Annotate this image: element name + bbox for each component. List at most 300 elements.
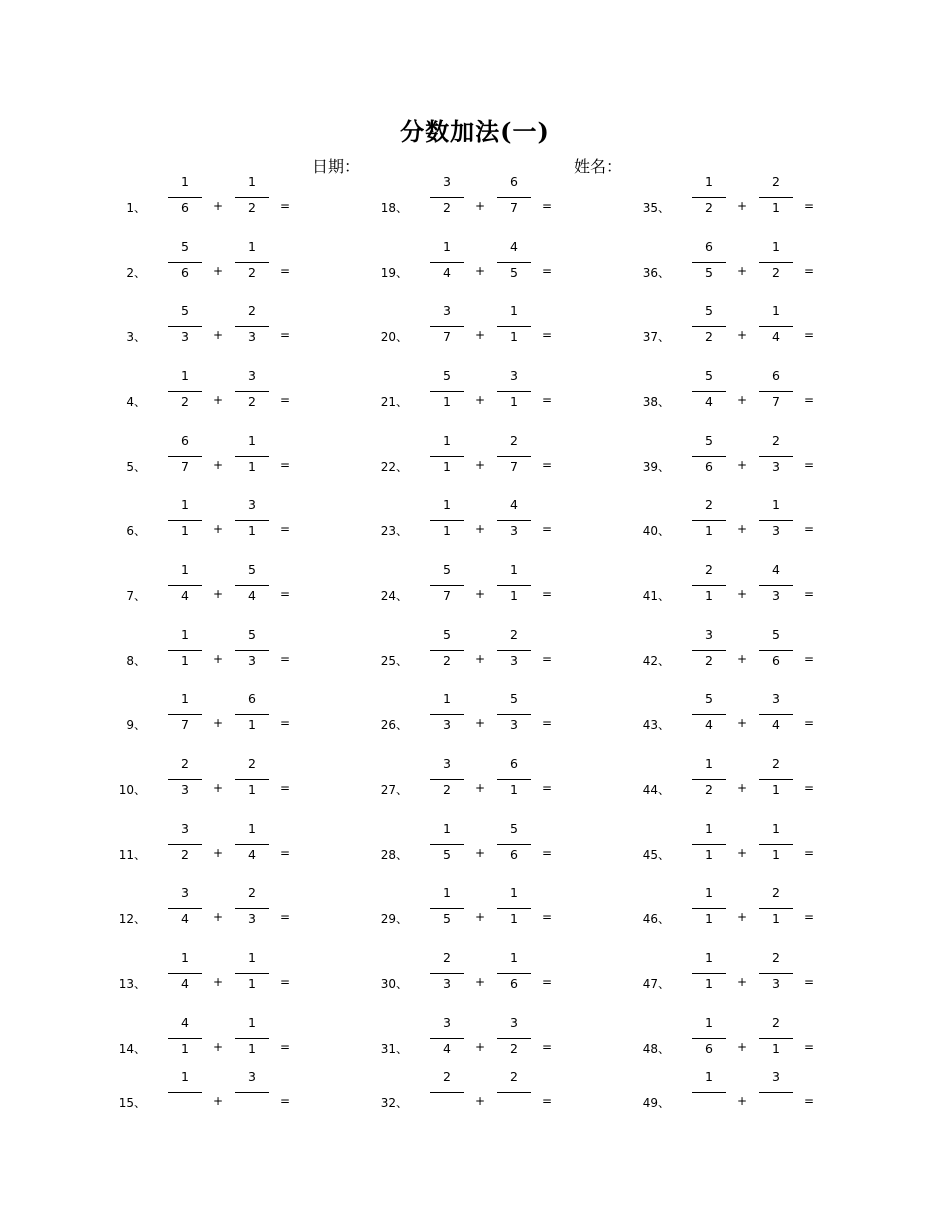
problem-item [524, 691, 824, 751]
plus-sign: + [212, 781, 224, 795]
equals-sign: = [803, 328, 815, 342]
fraction-a [430, 239, 464, 289]
numerator: 5 [443, 562, 451, 577]
fraction-a [692, 368, 726, 418]
denominator: 1 [510, 329, 518, 344]
equals-sign: = [279, 587, 291, 601]
fraction-bar [759, 714, 793, 715]
fraction-bar [692, 520, 726, 521]
plus-sign: + [736, 846, 748, 860]
numerator: 1 [510, 885, 518, 900]
denominator: 3 [772, 588, 780, 603]
fraction-b [759, 821, 793, 871]
numerator: 3 [772, 1069, 780, 1084]
numerator: 2 [772, 174, 780, 189]
fraction-bar [692, 973, 726, 974]
denominator: 1 [181, 1041, 189, 1056]
equals-sign: = [541, 716, 553, 730]
fraction-b [759, 562, 793, 612]
problem-number: 28、 [380, 848, 408, 862]
fraction-b [759, 174, 793, 224]
equals-sign: = [541, 393, 553, 407]
plus-sign: + [736, 781, 748, 795]
plus-sign: + [474, 1094, 486, 1108]
equals-sign: = [541, 910, 553, 924]
problem-item [524, 756, 824, 816]
plus-sign: + [474, 458, 486, 472]
problem-item [0, 821, 300, 881]
fraction-a [692, 174, 726, 224]
fraction-a [168, 174, 202, 224]
denominator: 5 [510, 265, 518, 280]
problem-number: 40、 [642, 524, 670, 538]
problem-item [262, 368, 562, 428]
problem-number: 46、 [642, 912, 670, 926]
denominator: 2 [443, 782, 451, 797]
plus-sign: + [212, 652, 224, 666]
plus-sign: + [212, 975, 224, 989]
numerator: 5 [510, 821, 518, 836]
denominator: 4 [772, 329, 780, 344]
denominator: 6 [772, 653, 780, 668]
problem-number: 31、 [380, 1042, 408, 1056]
numerator: 1 [248, 821, 256, 836]
fraction-bar [692, 326, 726, 327]
plus-sign: + [736, 328, 748, 342]
denominator: 2 [181, 394, 189, 409]
fraction-a [692, 691, 726, 741]
denominator: 4 [443, 1041, 451, 1056]
problem-number: 27、 [380, 783, 408, 797]
numerator: 2 [510, 433, 518, 448]
fraction-bar [168, 844, 202, 845]
denominator: 1 [443, 394, 451, 409]
equals-sign: = [279, 522, 291, 536]
plus-sign: + [736, 1094, 748, 1108]
numerator: 1 [181, 497, 189, 512]
problem-item [0, 950, 300, 1010]
denominator: 2 [248, 394, 256, 409]
equals-sign: = [803, 458, 815, 472]
name-label: 姓名： [574, 157, 623, 176]
problem-item [524, 821, 824, 881]
numerator: 2 [705, 497, 713, 512]
problem-item [0, 303, 300, 363]
denominator: 3 [510, 717, 518, 732]
numerator: 2 [443, 1069, 451, 1084]
denominator: 4 [772, 717, 780, 732]
fraction-bar [692, 197, 726, 198]
problem-item [524, 174, 824, 234]
denominator: 1 [705, 911, 713, 926]
equals-sign: = [541, 328, 553, 342]
numerator: 1 [443, 433, 451, 448]
problem-number: 6、 [126, 524, 146, 538]
numerator: 3 [510, 368, 518, 383]
fraction-a [692, 885, 726, 935]
numerator: 1 [181, 950, 189, 965]
denominator: 1 [510, 394, 518, 409]
numerator: 1 [772, 821, 780, 836]
numerator: 5 [705, 433, 713, 448]
denominator: 4 [248, 588, 256, 603]
denominator: 3 [248, 329, 256, 344]
fraction-bar [168, 714, 202, 715]
problem-number: 45、 [642, 848, 670, 862]
denominator: 3 [772, 459, 780, 474]
plus-sign: + [474, 587, 486, 601]
numerator: 2 [248, 756, 256, 771]
problem-number: 18、 [380, 201, 408, 215]
denominator: 4 [181, 588, 189, 603]
fraction-a [168, 627, 202, 677]
problem-item [524, 368, 824, 428]
denominator: 7 [443, 329, 451, 344]
denominator: 1 [248, 523, 256, 538]
problem-item [524, 239, 824, 299]
problem-number: 9、 [126, 718, 146, 732]
problem-number: 8、 [126, 654, 146, 668]
plus-sign: + [474, 652, 486, 666]
fraction-a [430, 627, 464, 677]
fraction-b [759, 368, 793, 418]
numerator: 1 [181, 627, 189, 642]
problem-number: 47、 [642, 977, 670, 991]
numerator: 4 [510, 239, 518, 254]
problem-number: 21、 [380, 395, 408, 409]
fraction-a [692, 433, 726, 483]
fraction-bar [168, 908, 202, 909]
problem-item [0, 433, 300, 493]
problem-number: 23、 [380, 524, 408, 538]
numerator: 2 [510, 1069, 518, 1084]
equals-sign: = [541, 652, 553, 666]
numerator: 5 [248, 627, 256, 642]
plus-sign: + [474, 846, 486, 860]
plus-sign: + [474, 393, 486, 407]
denominator: 1 [510, 588, 518, 603]
plus-sign: + [212, 522, 224, 536]
fraction-a [692, 1069, 726, 1119]
numerator: 1 [248, 1015, 256, 1030]
numerator: 1 [248, 950, 256, 965]
fraction-bar [692, 456, 726, 457]
problem-item [524, 562, 824, 622]
plus-sign: + [474, 975, 486, 989]
problem-item [0, 239, 300, 299]
problem-number: 49、 [642, 1096, 670, 1110]
fraction-a [168, 821, 202, 871]
equals-sign: = [803, 1094, 815, 1108]
fraction-bar [430, 973, 464, 974]
problem-item [262, 950, 562, 1010]
problem-number: 25、 [380, 654, 408, 668]
numerator: 2 [705, 562, 713, 577]
numerator: 3 [772, 691, 780, 706]
fraction-bar [692, 1092, 726, 1093]
fraction-b [759, 950, 793, 1000]
denominator: 7 [510, 200, 518, 215]
problem-number: 36、 [642, 266, 670, 280]
problem-number: 2、 [126, 266, 146, 280]
problem-number: 48、 [642, 1042, 670, 1056]
denominator: 2 [248, 265, 256, 280]
denominator: 1 [772, 911, 780, 926]
fraction-bar [759, 456, 793, 457]
numerator: 2 [510, 627, 518, 642]
fraction-bar [430, 714, 464, 715]
fraction-bar [168, 391, 202, 392]
plus-sign: + [474, 910, 486, 924]
fraction-a [430, 691, 464, 741]
problem-item [262, 303, 562, 363]
fraction-a [692, 1015, 726, 1065]
plus-sign: + [212, 328, 224, 342]
problem-item [0, 885, 300, 945]
plus-sign: + [212, 910, 224, 924]
numerator: 2 [772, 1015, 780, 1030]
problem-number: 7、 [126, 589, 146, 603]
fraction-b [759, 627, 793, 677]
problem-item [524, 497, 824, 557]
equals-sign: = [541, 846, 553, 860]
fraction-b [759, 1069, 793, 1119]
fraction-bar [692, 585, 726, 586]
denominator: 1 [705, 588, 713, 603]
numerator: 2 [772, 950, 780, 965]
equals-sign: = [803, 781, 815, 795]
problem-number: 38、 [642, 395, 670, 409]
problem-number: 37、 [642, 330, 670, 344]
fraction-a [692, 303, 726, 353]
equals-sign: = [279, 910, 291, 924]
plus-sign: + [212, 199, 224, 213]
fraction-bar [430, 262, 464, 263]
fraction-bar [692, 714, 726, 715]
plus-sign: + [736, 264, 748, 278]
numerator: 4 [510, 497, 518, 512]
fraction-bar [430, 520, 464, 521]
fraction-bar [759, 973, 793, 974]
numerator: 2 [248, 885, 256, 900]
problem-number: 42、 [642, 654, 670, 668]
fraction-a [692, 821, 726, 871]
problem-item [262, 562, 562, 622]
fraction-bar [692, 262, 726, 263]
numerator: 1 [248, 174, 256, 189]
plus-sign: + [474, 264, 486, 278]
numerator: 1 [510, 562, 518, 577]
denominator: 1 [705, 847, 713, 862]
denominator: 1 [510, 782, 518, 797]
numerator: 5 [705, 303, 713, 318]
denominator: 3 [181, 782, 189, 797]
equals-sign: = [803, 1040, 815, 1054]
problem-item [262, 627, 562, 687]
denominator: 1 [772, 200, 780, 215]
fraction-bar [759, 779, 793, 780]
plus-sign: + [212, 1040, 224, 1054]
denominator: 4 [181, 911, 189, 926]
problem-item [0, 756, 300, 816]
numerator: 5 [181, 303, 189, 318]
numerator: 6 [181, 433, 189, 448]
numerator: 1 [705, 174, 713, 189]
denominator: 1 [772, 1041, 780, 1056]
denominator: 2 [443, 653, 451, 668]
denominator: 3 [510, 653, 518, 668]
denominator: 1 [705, 523, 713, 538]
denominator: 6 [705, 459, 713, 474]
numerator: 1 [705, 756, 713, 771]
plus-sign: + [736, 458, 748, 472]
plus-sign: + [736, 199, 748, 213]
equals-sign: = [279, 846, 291, 860]
numerator: 3 [248, 368, 256, 383]
fraction-a [168, 303, 202, 353]
numerator: 1 [248, 433, 256, 448]
fraction-a [430, 885, 464, 935]
numerator: 1 [705, 821, 713, 836]
plus-sign: + [736, 716, 748, 730]
numerator: 1 [510, 950, 518, 965]
fraction-bar [759, 262, 793, 263]
plus-sign: + [474, 716, 486, 730]
equals-sign: = [803, 910, 815, 924]
denominator: 4 [443, 265, 451, 280]
denominator: 1 [248, 717, 256, 732]
fraction-a [168, 950, 202, 1000]
fraction-b [759, 497, 793, 547]
problem-item [262, 1015, 562, 1075]
numerator: 1 [443, 821, 451, 836]
numerator: 3 [181, 885, 189, 900]
fraction-a [430, 433, 464, 483]
problem-item [0, 1015, 300, 1075]
numerator: 1 [248, 239, 256, 254]
numerator: 3 [443, 756, 451, 771]
denominator: 2 [705, 329, 713, 344]
fraction-bar [168, 779, 202, 780]
numerator: 4 [181, 1015, 189, 1030]
numerator: 4 [772, 562, 780, 577]
problem-number: 44、 [642, 783, 670, 797]
denominator: 1 [248, 1041, 256, 1056]
equals-sign: = [279, 328, 291, 342]
problem-number: 13、 [118, 977, 146, 991]
plus-sign: + [212, 458, 224, 472]
denominator: 6 [510, 847, 518, 862]
denominator: 1 [510, 911, 518, 926]
denominator: 2 [248, 200, 256, 215]
problem-item [0, 174, 300, 234]
denominator: 7 [772, 394, 780, 409]
problem-item [524, 950, 824, 1010]
problem-number: 43、 [642, 718, 670, 732]
numerator: 1 [705, 885, 713, 900]
problem-number: 39、 [642, 460, 670, 474]
numerator: 6 [772, 368, 780, 383]
numerator: 2 [248, 303, 256, 318]
denominator: 6 [181, 200, 189, 215]
fraction-bar [168, 585, 202, 586]
denominator: 2 [705, 782, 713, 797]
fraction-a [430, 303, 464, 353]
problem-item [524, 1015, 824, 1075]
equals-sign: = [279, 1040, 291, 1054]
numerator: 3 [248, 1069, 256, 1084]
equals-sign: = [803, 393, 815, 407]
fraction-bar [430, 326, 464, 327]
fraction-b [759, 1015, 793, 1065]
numerator: 3 [510, 1015, 518, 1030]
equals-sign: = [803, 199, 815, 213]
fraction-a [168, 368, 202, 418]
fraction-bar [759, 520, 793, 521]
fraction-a [692, 950, 726, 1000]
equals-sign: = [541, 587, 553, 601]
numerator: 3 [443, 303, 451, 318]
problem-number: 32、 [380, 1096, 408, 1110]
problem-item [0, 497, 300, 557]
problem-number: 14、 [118, 1042, 146, 1056]
problem-item [524, 627, 824, 687]
plus-sign: + [212, 1094, 224, 1108]
fraction-bar [430, 650, 464, 651]
fraction-bar [430, 391, 464, 392]
problem-number: 11、 [118, 848, 146, 862]
numerator: 1 [181, 368, 189, 383]
fraction-bar [692, 391, 726, 392]
problem-number: 24、 [380, 589, 408, 603]
equals-sign: = [803, 846, 815, 860]
fraction-bar [759, 197, 793, 198]
fraction-a [692, 627, 726, 677]
fraction-a [430, 756, 464, 806]
fraction-a [692, 756, 726, 806]
fraction-bar [168, 650, 202, 651]
equals-sign: = [279, 1094, 291, 1108]
problem-item [524, 885, 824, 945]
numerator: 5 [772, 627, 780, 642]
numerator: 1 [772, 303, 780, 318]
numerator: 3 [443, 1015, 451, 1030]
plus-sign: + [736, 393, 748, 407]
denominator: 1 [248, 459, 256, 474]
numerator: 5 [705, 368, 713, 383]
equals-sign: = [541, 975, 553, 989]
problem-number: 3、 [126, 330, 146, 344]
denominator: 6 [705, 1041, 713, 1056]
denominator: 4 [181, 976, 189, 991]
fraction-b [759, 691, 793, 741]
denominator: 2 [705, 200, 713, 215]
denominator: 7 [443, 588, 451, 603]
denominator: 1 [772, 847, 780, 862]
numerator: 5 [510, 691, 518, 706]
fraction-a [430, 821, 464, 871]
fraction-b [759, 885, 793, 935]
fraction-bar [168, 1092, 202, 1093]
problem-number: 26、 [380, 718, 408, 732]
fraction-bar [692, 908, 726, 909]
fraction-bar [759, 1092, 793, 1093]
equals-sign: = [279, 458, 291, 472]
numerator: 2 [181, 756, 189, 771]
problem-item [262, 885, 562, 945]
plus-sign: + [474, 781, 486, 795]
fraction-bar [759, 326, 793, 327]
